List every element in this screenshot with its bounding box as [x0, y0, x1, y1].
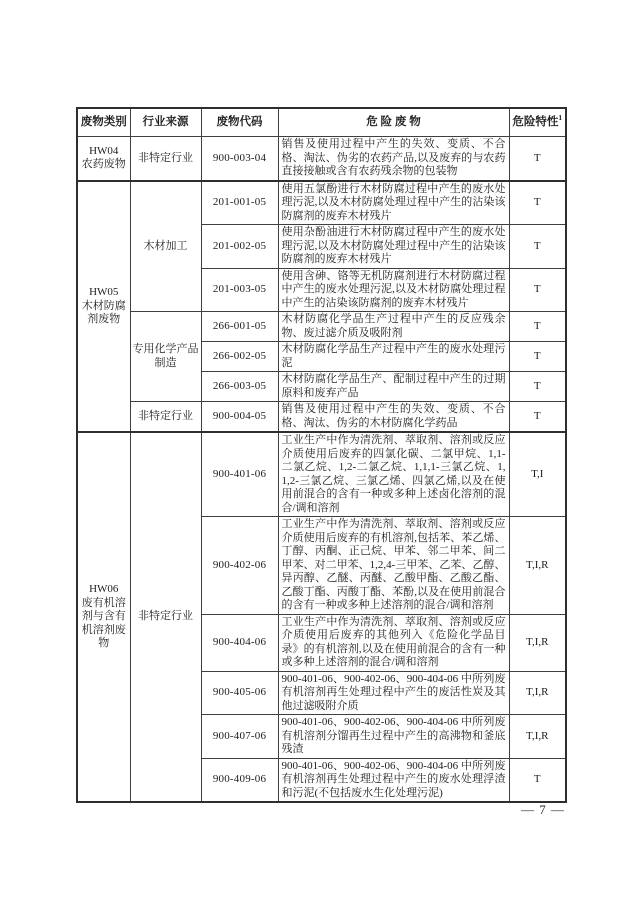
waste-description: 木材防腐化学品生产过程中产生的反应残余物、废过滤介质及吸附剂 — [278, 312, 509, 342]
waste-description: 木材防腐化学品生产、配制过程中产生的过期原料和废弃产品 — [278, 372, 509, 402]
hazard-traits: T — [509, 342, 566, 372]
header-waste: 危 险 废 物 — [278, 108, 509, 137]
table-row — [77, 432, 566, 517]
waste-description: 工业生产中作为清洗剂、萃取剂、溶剂或反应介质使用后废弃的其他列入《危险化学品目录》的有机溶剂,以及在使用前混合的含有一种或多种上述溶剂的混合/调和溶剂 — [278, 614, 509, 671]
hazard-traits: T — [509, 402, 566, 433]
category-id: HW05 — [89, 286, 119, 298]
category-cell-hw04 — [77, 137, 130, 181]
waste-code: 201-002-05 — [201, 225, 278, 269]
hazard-traits: T,I,R — [509, 517, 566, 615]
industry-cell: 非特定行业 — [130, 402, 201, 433]
waste-code: 900-003-04 — [201, 137, 278, 181]
waste-description: 工业生产中作为清洗剂、萃取剂、溶剂或反应介质使用后废弃的有机溶剂,包括苯、苯乙烯、丁醇、丙酮、正己烷、甲苯、邻二甲苯、间二甲苯、对二甲苯、1,2,4-三甲苯、乙苯、乙醇、异丙醇、乙醚、丙醚、乙酸甲酯、乙酸乙酯、乙酸丁酯、丙酸丁酯、苯酚,以及在使用前混合的含有一种或多种上述溶剂的混合/调和溶剂 — [278, 517, 509, 615]
header-category: 废物类别 — [77, 108, 130, 137]
hazard-traits: T — [509, 181, 566, 225]
hazard-traits: T — [509, 758, 566, 802]
industry-cell: 非特定行业 — [130, 137, 201, 181]
waste-code: 266-002-05 — [201, 342, 278, 372]
waste-code: 900-402-06 — [201, 517, 278, 615]
waste-description: 使用五氯酚进行木材防腐过程中产生的废水处理污泥,以及木材防腐处理过程中产生的沾染该防腐剂的废弃木材残片 — [278, 181, 509, 225]
waste-code: 900-404-06 — [201, 614, 278, 671]
hazard-traits: T — [509, 372, 566, 402]
hazard-traits: T — [509, 312, 566, 342]
category-cell-hw06 — [77, 432, 130, 802]
waste-code: 201-003-05 — [201, 268, 278, 312]
hazard-traits: T — [509, 137, 566, 181]
waste-code: 266-001-05 — [201, 312, 278, 342]
category-name: 农药废物 — [81, 158, 126, 171]
header-traits-footnote-marker: 1 — [558, 112, 563, 122]
hazard-traits: T,I — [509, 432, 566, 517]
waste-code: 900-405-06 — [201, 671, 278, 715]
waste-code: 266-003-05 — [201, 372, 278, 402]
waste-description: 工业生产中作为清洗剂、萃取剂、溶剂或反应介质使用后废弃的四氯化碳、二氯甲烷、1,1-二氯乙烷、1,2-二氯乙烷、1,1,1-三氯乙烷、1,1,2-三氯乙烷、三氯乙烯、四氯乙烯,以及在使用前混合的含有一种或多种上述卤化溶剂的混合/调和溶剂 — [278, 432, 509, 517]
header-industry: 行业来源 — [130, 108, 201, 137]
industry-cell: 木材加工 — [130, 181, 201, 312]
industry-cell: 非特定行业 — [130, 432, 201, 802]
waste-description: 使用含砷、铬等无机防腐剂进行木材防腐过程中产生的废水处理污泥,以及木材防腐处理过程中产生的沾染该防腐剂的废弃木材残片 — [278, 268, 509, 312]
hazard-traits: T — [509, 268, 566, 312]
waste-code: 201-001-05 — [201, 181, 278, 225]
waste-description: 900-401-06、900-402-06、900-404-06 中所列废有机溶剂再生处理过程中产生的废水处理浮渣和污泥(不包括废水生化处理污泥) — [278, 758, 509, 802]
category-id: HW04 — [89, 144, 119, 157]
waste-description: 销售及使用过程中产生的失效、变质、不合格、淘汰、伪劣的农药产品,以及废弃的与农药直接接触或含有农药残余物的包装物 — [278, 137, 509, 181]
waste-description: 销售及使用过程中产生的失效、变质、不合格、淘汰、伪劣的木材防腐化学药品 — [278, 402, 509, 433]
category-id: HW06 — [89, 583, 119, 596]
table-row — [77, 312, 566, 342]
hazard-traits: T,I,R — [509, 614, 566, 671]
header-traits — [509, 108, 566, 137]
waste-code: 900-407-06 — [201, 715, 278, 759]
hazardous-waste-table — [76, 107, 567, 803]
waste-description: 900-401-06、900-402-06、900-404-06 中所列废有机溶剂再生处理过程中产生的废活性炭及其他过滤吸附介质 — [278, 671, 509, 715]
waste-code: 900-409-06 — [201, 758, 278, 802]
waste-description: 木材防腐化学品生产过程中产生的废水处理污泥 — [278, 342, 509, 372]
hazard-traits: T,I,R — [509, 671, 566, 715]
header-code: 废物代码 — [201, 108, 278, 137]
table-row — [77, 137, 566, 181]
hazard-traits: T — [509, 225, 566, 269]
header-row — [77, 108, 566, 137]
waste-code: 900-004-05 — [201, 402, 278, 433]
table-row — [77, 402, 566, 433]
waste-description: 使用杂酚油进行木材防腐过程中产生的废水处理污泥,以及木材防腐处理过程中产生的沾染该防腐剂的废弃木材残片 — [278, 225, 509, 269]
category-name: 废有机溶剂与含有机溶剂废物 — [81, 596, 126, 650]
page-number: — 7 — — [521, 802, 565, 817]
waste-code: 900-401-06 — [201, 432, 278, 517]
waste-description: 900-401-06、900-402-06、900-404-06 中所列废有机溶剂分馏再生过程中产生的高沸物和釜底残渣 — [278, 715, 509, 759]
hazard-traits: T,I,R — [509, 715, 566, 759]
category-name: 木材防腐剂废物 — [81, 299, 126, 325]
header-traits-label: 危险特性 — [512, 115, 559, 128]
industry-cell: 专用化学产品制造 — [130, 312, 201, 402]
category-cell-hw05 — [77, 181, 130, 433]
table-row — [77, 181, 566, 225]
